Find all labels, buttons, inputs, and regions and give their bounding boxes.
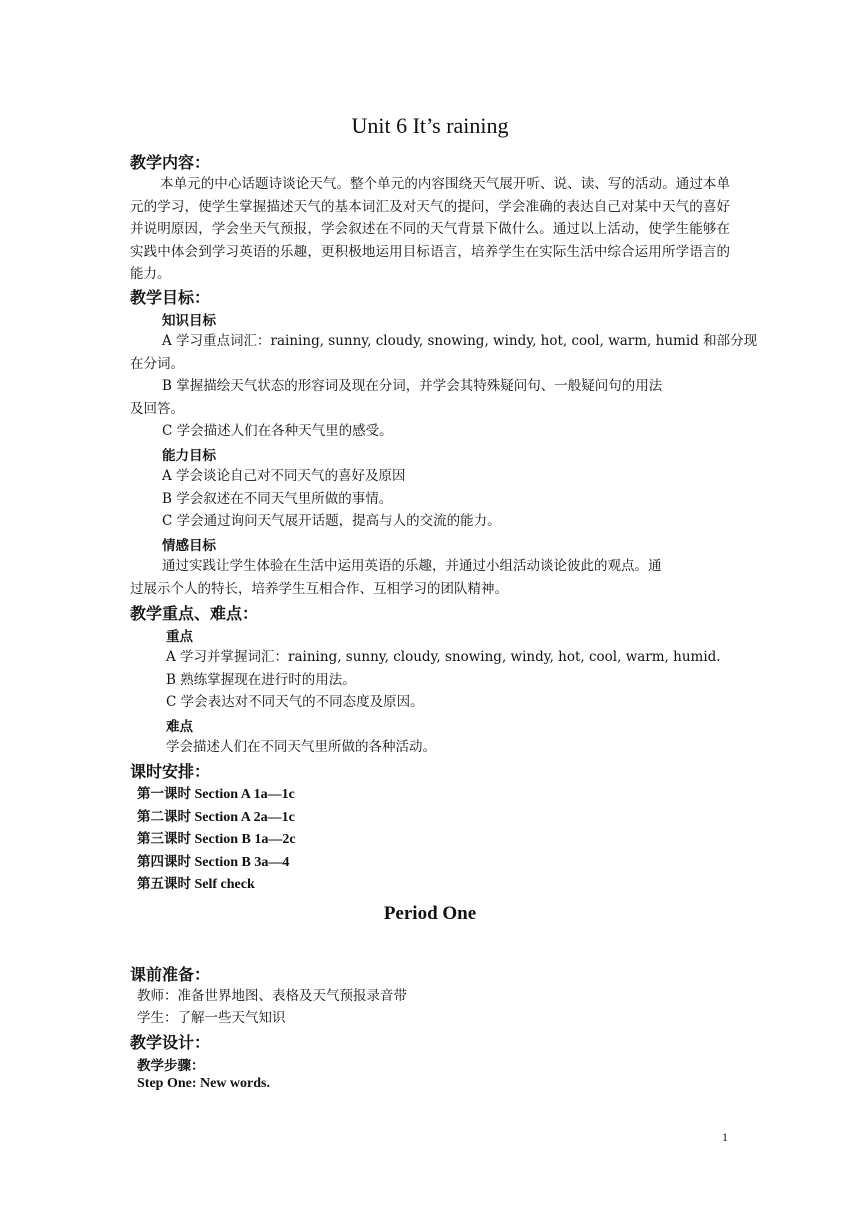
key-item-c: C 学会表达对不同天气的不同态度及原因。 <box>166 694 424 710</box>
emotion-line1: 通过实践让学生体验在生活中运用英语的乐趣，并通过小组活动谈论彼此的观点。通 <box>162 558 662 574</box>
schedule-section: Section B 1a—2c <box>194 832 296 847</box>
schedule-row <box>137 850 289 871</box>
subheading-ability: 能力目标 <box>162 448 216 464</box>
section-heading-design: 教学设计： <box>130 1033 211 1052</box>
key-item-a: A 学习并掌握词汇：raining, sunny, cloudy, snowing, windy, hot, cool, warm, humid. <box>166 649 721 665</box>
section-heading-content: 教学内容： <box>130 153 211 172</box>
prep-teacher: 教师：准备世界地图、表格及天气预报录音带 <box>137 988 407 1004</box>
schedule-row <box>137 827 296 848</box>
subheading-steps: 教学步骤： <box>137 1058 205 1074</box>
difficult-text: 学会描述人们在不同天气里所做的各种活动。 <box>166 739 436 755</box>
schedule-section: Self check <box>194 877 255 892</box>
ability-item-a: A 学会谈论自己对不同天气的喜好及原因 <box>162 468 406 484</box>
subheading-key: 重点 <box>166 629 193 645</box>
schedule-period: 第二课时 <box>137 809 191 825</box>
schedule-section: Section A 1a—1c <box>194 787 295 802</box>
schedule-row <box>137 872 255 893</box>
section-heading-goals: 教学目标： <box>130 288 211 307</box>
knowledge-item-a-line2: 在分词。 <box>130 356 184 372</box>
schedule-section: Section B 3a—4 <box>194 855 290 870</box>
key-item-b: B 熟练掌握现在进行时的用法。 <box>166 672 356 688</box>
schedule-section: Section A 2a—1c <box>194 810 295 825</box>
ability-item-c: C 学会通过询问天气展开话题，提高与人的交流的能力。 <box>162 513 501 529</box>
section-heading-schedule: 课时安排： <box>130 762 211 781</box>
emotion-line2: 过展示个人的特长，培养学生互相合作、互相学习的团队精神。 <box>130 581 508 597</box>
schedule-period: 第五课时 <box>137 876 191 892</box>
section-heading-prep: 课前准备： <box>130 965 211 984</box>
schedule-row <box>137 782 295 803</box>
schedule-period: 第四课时 <box>137 854 191 870</box>
knowledge-item-c: C 学会描述人们在各种天气里的感受。 <box>162 423 393 439</box>
schedule-period: 第三课时 <box>137 831 191 847</box>
prep-student: 学生：了解一些天气知识 <box>137 1010 286 1026</box>
page-number: 1 <box>722 1130 728 1144</box>
step-one: Step One: New words. <box>137 1076 270 1091</box>
subheading-knowledge: 知识目标 <box>162 313 216 329</box>
subheading-emotion: 情感目标 <box>162 538 216 554</box>
period-title: Period One <box>383 903 477 924</box>
schedule-row <box>137 805 295 826</box>
section-heading-key-points: 教学重点、难点： <box>130 604 259 623</box>
page-title: Unit 6 It’s raining <box>351 113 509 138</box>
knowledge-item-b-line1: B 掌握描绘天气状态的形容词及现在分词，并学会其特殊疑问句、一般疑问句的用法 <box>162 378 663 394</box>
subheading-difficult: 难点 <box>166 719 193 735</box>
ability-item-b: B 学会叙述在不同天气里所做的事情。 <box>162 491 393 507</box>
schedule-period: 第一课时 <box>137 786 191 802</box>
knowledge-item-a-line1: A 学习重点词汇：raining, sunny, cloudy, snowing, windy, hot, cool, warm, humid 和部分现 <box>162 333 758 349</box>
content-paragraph: 本单元的中心话题诗谈论天气。整个单元的内容围绕天气展开听、说、读、写的活动。通过本单元的学习，使学生掌握描述天气的基本词汇及对天气的提问，学会准确的表达自己对某中天气的喜好并说明原因，学会坐天气预报，学会叙述在不同的天气背景下做什么。通过以上活动，使学生能够在实践中体会到学习英语的乐趣，更积极地运用目标语言，培养学生在实际生活中综合运用所学语言的能力。 <box>130 176 730 282</box>
knowledge-item-b-line2: 及回答。 <box>130 401 184 417</box>
